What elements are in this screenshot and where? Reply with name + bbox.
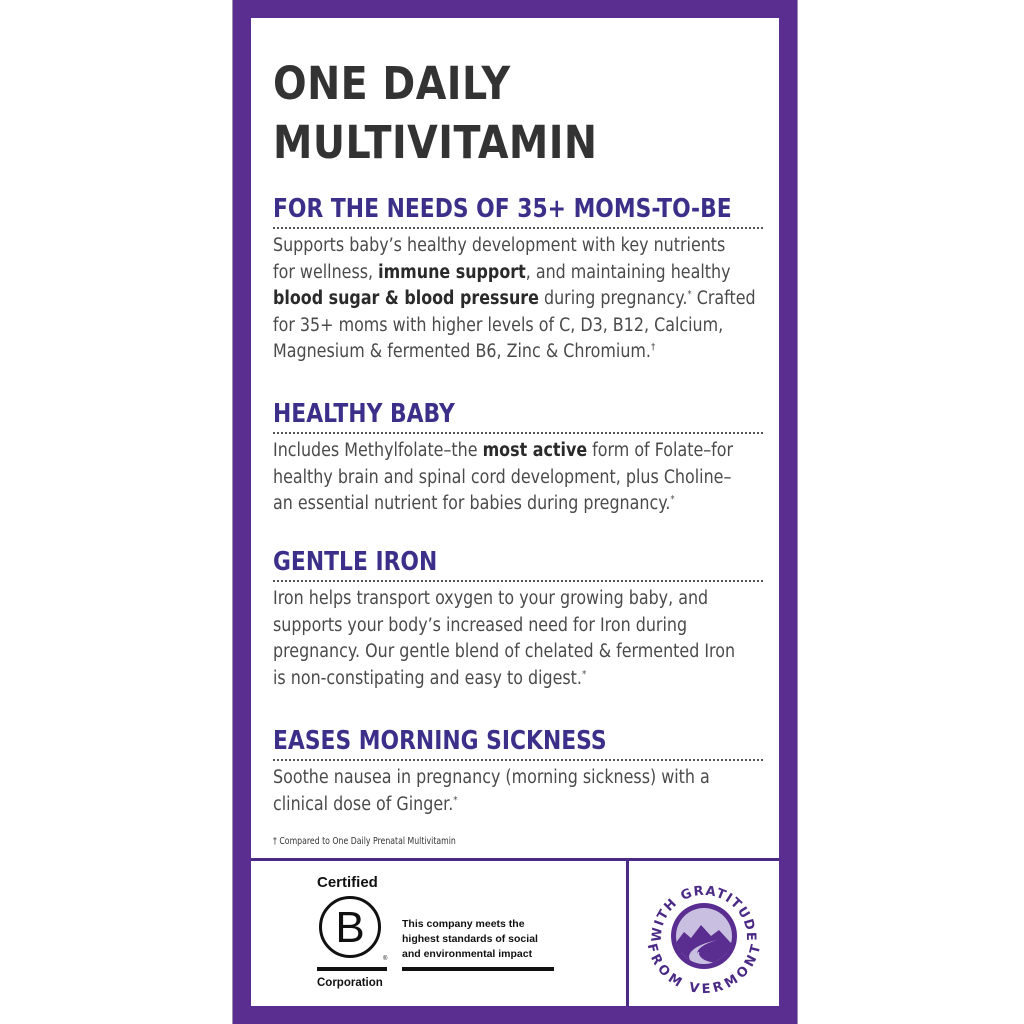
tagline-underline: [402, 967, 554, 971]
b-corp-certification: [317, 874, 617, 1002]
section-heading: GENTLE IRON: [273, 547, 438, 577]
section-heading: EASES MORNING SICKNESS: [273, 726, 607, 756]
product-title: [273, 54, 598, 172]
body-line: Supports baby’s healthy development with key nutrients: [273, 235, 726, 256]
body-line: for 35+ moms with higher levels of C, D3, B12, Calcium,: [273, 314, 724, 336]
corporation-label: Corporation: [317, 977, 383, 989]
dotted-divider: [273, 432, 763, 434]
section-heading: FOR THE NEEDS OF 35+ MOMS-TO-BE: [273, 194, 732, 224]
dotted-divider: [273, 759, 763, 761]
b-corp-tagline: [402, 917, 538, 962]
body-line: clinical dose of Ginger.*: [273, 793, 458, 815]
body-line: Soothe nausea in pregnancy (morning sickness) with a: [273, 767, 710, 788]
b-corp-logo-icon: [319, 896, 381, 958]
vermont-gratitude-badge-icon: [639, 870, 769, 1000]
body-line: Magnesium & fermented B6, Zinc & Chromium.†: [273, 341, 656, 362]
body-line: Includes Methylfolate–the most active form of Folate–for: [273, 440, 734, 461]
label-panel: [251, 18, 779, 1006]
body-line: for wellness, immune support, and maintaining healthy: [273, 261, 731, 283]
section-healthy-baby: [273, 398, 763, 518]
registered-mark: ®: [383, 956, 388, 962]
label-frame: [233, 0, 797, 1024]
title-line-1: ONE DAILY: [273, 57, 511, 110]
body-line: supports your body’s increased need for Iron during: [273, 614, 688, 636]
section-morning-sickness: [273, 725, 763, 818]
body-line: an essential nutrient for babies during pregnancy.*: [273, 493, 675, 514]
certified-label: Certified: [317, 874, 378, 891]
svg-text:FROM VERMONT: FROM VERMONT: [643, 942, 765, 998]
tagline-line: highest standards of social: [402, 933, 538, 945]
title-line-2: MULTIVITAMIN: [273, 116, 598, 169]
b-letter: B: [335, 903, 365, 952]
section-body: [273, 765, 710, 818]
footer-vertical-divider: [626, 858, 629, 1006]
tagline-line: and environmental impact: [402, 948, 533, 960]
section-35-plus: [273, 193, 763, 366]
section-body: [273, 438, 734, 518]
logo-underline: [317, 967, 387, 971]
svg-text:WITH GRATITUDE: WITH GRATITUDE: [649, 883, 759, 943]
section-body: [273, 233, 756, 366]
section-body: [273, 586, 736, 692]
footnote: † Compared to One Daily Prenatal Multivitamin: [273, 836, 456, 847]
body-line: Iron helps transport oxygen to your growing baby, and: [273, 588, 709, 609]
section-heading: HEALTHY BABY: [273, 399, 455, 429]
section-gentle-iron: [273, 546, 763, 692]
body-line: pregnancy. Our gentle blend of chelated & fermented Iron: [273, 641, 736, 662]
tagline-line: This company meets the: [402, 918, 525, 930]
footer-divider: [251, 858, 779, 861]
body-line: blood sugar & blood pressure during pregnancy.* Crafted: [273, 288, 756, 309]
body-line: healthy brain and spinal cord development, plus Choline–: [273, 466, 732, 488]
dotted-divider: [273, 580, 763, 582]
body-line: is non-constipating and easy to digest.*: [273, 667, 587, 689]
dotted-divider: [273, 227, 763, 229]
